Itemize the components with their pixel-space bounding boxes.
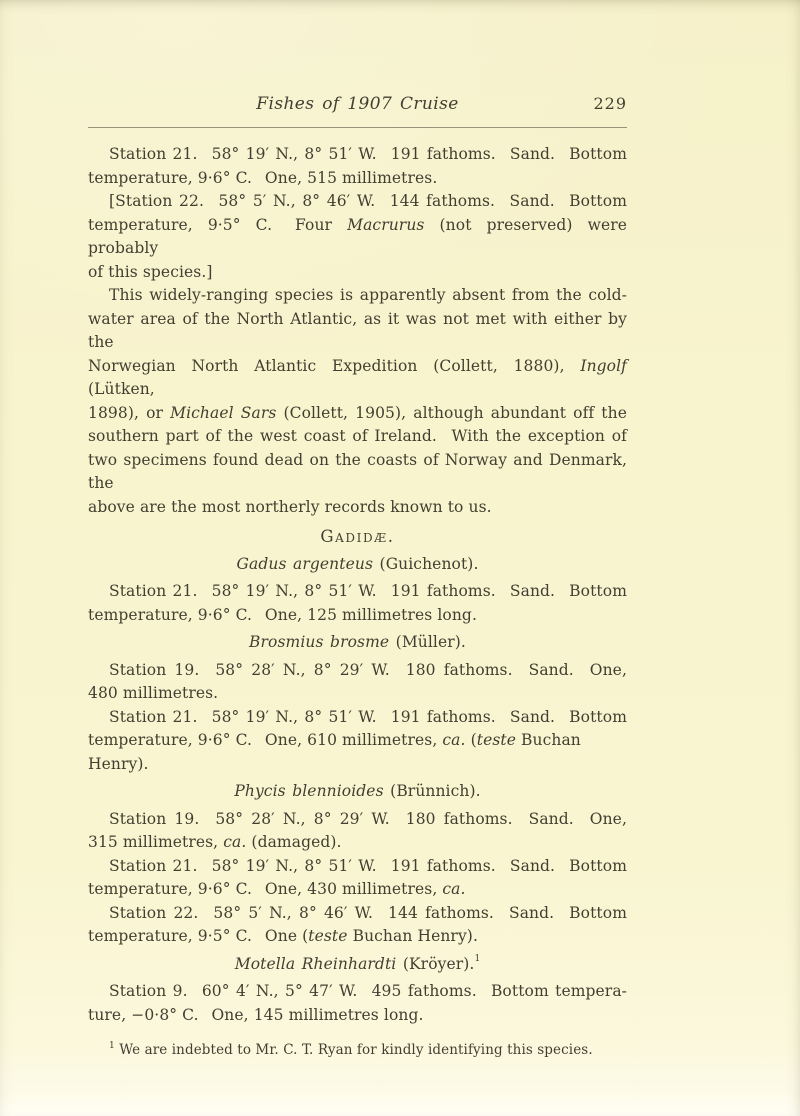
text-line bbox=[88, 284, 627, 308]
text-line bbox=[88, 402, 627, 426]
footnote-marker: 1 bbox=[474, 954, 481, 965]
text-line bbox=[88, 261, 627, 285]
text-run: This widely-ranging species is apparently absent from the cold- bbox=[109, 286, 627, 304]
text-line bbox=[88, 706, 627, 730]
italic-text: Brosmius brosme bbox=[249, 633, 390, 651]
text-run: (Guichenot). bbox=[373, 554, 479, 573]
text-run: (not preserved) were probably bbox=[88, 215, 627, 257]
text-run: [Station 22. 58° 5′ N., 8° 46′ W. 144 fathoms. Sand. Bottom bbox=[109, 192, 627, 210]
text-run: 315 millimetres, bbox=[88, 833, 224, 851]
italic-text: Macrurus bbox=[347, 215, 425, 234]
text-line bbox=[88, 902, 627, 926]
text-run: (Müller). bbox=[389, 633, 466, 651]
text-run: (Lütken, bbox=[88, 380, 155, 398]
page-body bbox=[88, 143, 627, 1060]
text-run: Gadidæ. bbox=[320, 527, 395, 546]
text-run: We are indebted to Mr. C. T. Ryan for kindly identifying this species. bbox=[114, 1042, 593, 1058]
italic-text: ca. bbox=[442, 731, 466, 749]
paragraph-station-21-macrurus bbox=[88, 143, 627, 190]
paragraph-station-22-macrurus bbox=[88, 190, 627, 284]
text-line bbox=[88, 190, 627, 214]
running-header bbox=[88, 92, 627, 116]
paragraph-station-19-brosmius bbox=[88, 659, 627, 706]
text-line bbox=[88, 682, 627, 706]
text-line bbox=[88, 355, 627, 402]
text-run: of this species.] bbox=[88, 262, 213, 281]
text-run: Station 9. 60° 4′ N., 5° 47′ W. 495 fathoms. Bottom tempera- bbox=[109, 982, 627, 1000]
italic-text: Phycis blennioides bbox=[234, 782, 384, 800]
text-run: temperature, 9·5° C. One ( bbox=[88, 927, 309, 945]
italic-text: ca. bbox=[223, 833, 247, 851]
footnote-ryan-identification bbox=[88, 1040, 627, 1060]
text-run: Station 22. 58° 5′ N., 8° 46′ W. 144 fathoms. Sand. Bottom bbox=[109, 903, 627, 922]
text-run: temperature, 9·6° C. One, 515 millimetres. bbox=[88, 168, 438, 187]
species-heading-brosmius-brosme bbox=[88, 631, 627, 655]
paragraph-station-21-phycis bbox=[88, 855, 627, 902]
text-run: temperature, 9·6° C. One, 430 millimetres, bbox=[88, 880, 443, 898]
text-run: Station 19. 58° 28′ N., 8° 29′ W. 180 fathoms. Sand. One, bbox=[109, 660, 627, 679]
text-line bbox=[88, 808, 627, 832]
text-line bbox=[88, 604, 627, 628]
text-line bbox=[88, 980, 627, 1004]
paragraph-station-21-brosmius bbox=[88, 706, 627, 777]
text-run: temperature, 9·6° C. One, 610 millimetres, bbox=[88, 731, 443, 749]
text-run: 1898), or bbox=[88, 403, 171, 422]
header-rule bbox=[88, 127, 627, 128]
text-line bbox=[88, 308, 627, 355]
text-run: Station 21. 58° 19′ N., 8° 51′ W. 191 fathoms. Sand. Bottom bbox=[109, 856, 627, 875]
text-run: ture, −0·8° C. One, 145 millimetres long. bbox=[88, 1005, 424, 1024]
text-run: (Collett, 1905), although abundant off the bbox=[276, 403, 627, 422]
text-line bbox=[88, 449, 627, 496]
text-line bbox=[88, 855, 627, 879]
text-run: (Kröyer). bbox=[396, 954, 475, 973]
italic-text: Gadus argenteus bbox=[236, 554, 374, 573]
text-line bbox=[88, 167, 627, 191]
text-run: Station 19. 58° 28′ N., 8° 29′ W. 180 fathoms. Sand. One, bbox=[109, 809, 627, 828]
text-line bbox=[88, 729, 627, 776]
text-run: Station 21. 58° 19′ N., 8° 51′ W. 191 fathoms. Sand. Bottom bbox=[109, 145, 627, 163]
text-line bbox=[88, 878, 627, 902]
italic-text: teste bbox=[476, 731, 516, 749]
species-heading-phycis-blennioides bbox=[88, 780, 627, 804]
species-heading-motella-rheinhardti bbox=[88, 953, 627, 977]
text-run: water area of the North Atlantic, as it was not met with either by the bbox=[88, 309, 627, 351]
text-run: temperature, 9·5° C. Four bbox=[88, 215, 348, 234]
text-line bbox=[88, 496, 627, 520]
text-line bbox=[88, 659, 627, 683]
text-run: Norwegian North Atlantic Expedition (Collett, 1880), bbox=[88, 356, 581, 375]
text-line bbox=[88, 425, 627, 449]
text-run: ( bbox=[465, 731, 477, 749]
text-run: Buchan Henry). bbox=[347, 927, 478, 945]
text-run: (damaged). bbox=[246, 833, 342, 851]
paragraph-station-22-phycis bbox=[88, 902, 627, 949]
text-line bbox=[88, 214, 627, 261]
italic-text: Michael Sars bbox=[170, 403, 277, 422]
text-run: two specimens found dead on the coasts of Norway and Denmark, the bbox=[88, 450, 627, 492]
family-heading-gadidae bbox=[88, 525, 627, 549]
text-run: Buchan Henry). bbox=[88, 731, 581, 773]
running-title: Fishes of 1907 Cruise bbox=[256, 94, 459, 114]
footnote-marker: 1 bbox=[109, 1040, 115, 1051]
text-line bbox=[88, 580, 627, 604]
text-run: southern part of the west coast of Ireland. With the exception of bbox=[88, 427, 627, 445]
italic-text: ca. bbox=[442, 880, 466, 898]
paragraph-station-19-phycis bbox=[88, 808, 627, 855]
paragraph-station-21-gadus bbox=[88, 580, 627, 627]
text-line bbox=[88, 143, 627, 167]
text-run: Station 21. 58° 19′ N., 8° 51′ W. 191 fathoms. Sand. Bottom bbox=[109, 707, 627, 726]
italic-text: teste bbox=[308, 927, 348, 945]
species-heading-gadus-argenteus bbox=[88, 553, 627, 577]
text-run: 480 millimetres. bbox=[88, 684, 219, 702]
text-line bbox=[88, 831, 627, 855]
text-line bbox=[88, 1004, 627, 1028]
text-run: Station 21. 58° 19′ N., 8° 51′ W. 191 fathoms. Sand. Bottom bbox=[109, 582, 627, 600]
text-run: temperature, 9·6° C. One, 125 millimetres long. bbox=[88, 605, 477, 624]
text-line bbox=[88, 925, 627, 949]
text-run: above are the most northerly records known to us. bbox=[88, 497, 492, 516]
page-number: 229 bbox=[593, 94, 627, 113]
italic-text: Ingolf bbox=[580, 356, 627, 375]
text-run: (Brünnich). bbox=[383, 782, 481, 800]
paragraph-station-9-motella bbox=[88, 980, 627, 1027]
italic-text: Motella Rheinhardti bbox=[234, 954, 397, 973]
paragraph-distribution-note bbox=[88, 284, 627, 519]
